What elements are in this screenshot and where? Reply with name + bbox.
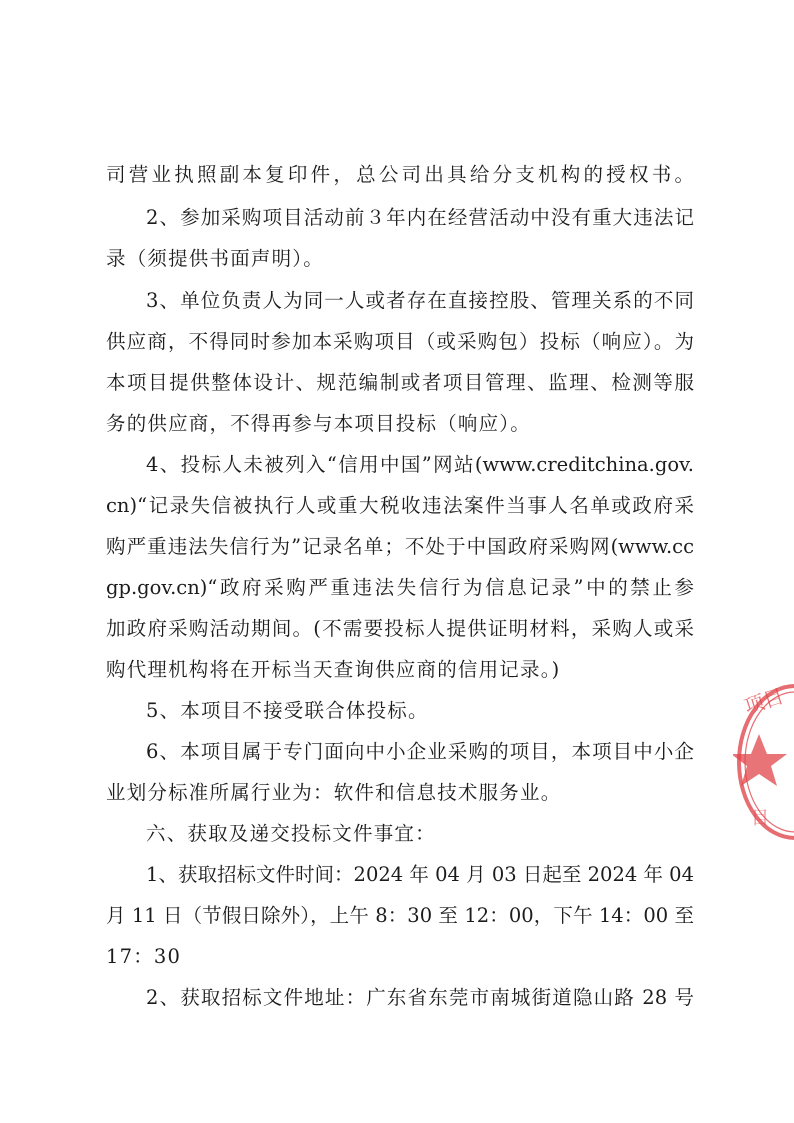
text-line: 2、参加采购项目活动前３年内在经营活动中没有重大违法记 (146, 206, 694, 229)
text-line: 务的供应商，不得再参与本项目投标（响应）。 (106, 412, 531, 435)
text-line: 本项目提供整体设计、规范编制或者项目管理、监理、检测等服 (106, 371, 694, 394)
text-line: 录（须提供书面声明）。 (106, 247, 324, 270)
text-line: 5、本项目不接受联合体投标。 (146, 699, 429, 722)
text-line: cn)“记录失信被执行人或重大税收违法案件当事人名单或政府采 (106, 494, 694, 517)
seal-star-icon (733, 734, 787, 786)
text-line: 加政府采购活动期间。(不需要投标人提供证明材料，采购人或采 (106, 617, 694, 640)
text-line: 业划分标准所属行业为：软件和信息技术服务业。 (106, 781, 562, 804)
official-seal-stamp (733, 682, 794, 842)
text-line: 购严重违法失信行为”记录名单；不处于中国政府采购网(www.cc (106, 535, 694, 558)
text-line: 3、单位负责人为同一人或者存在直接控股、管理关系的不同 (146, 289, 694, 312)
text-line: gp.gov.cn)“政府采购严重违法失信行为信息记录”中的禁止参 (106, 576, 694, 599)
text-line: 2、获取招标文件地址：广东省东莞市南城街道隐山路 28 号 (146, 986, 694, 1009)
text-line: 供应商，不得同时参加本采购项目（或采购包）投标（响应）。为 (106, 330, 694, 353)
text-line: 4、投标人未被列入“信用中国”网站(www.creditchina.gov. (146, 453, 694, 476)
text-line: 月 11 日（节假日除外），上午 8：30 至 12：00，下午 14：00 至 (106, 904, 694, 927)
text-line: 1、获取招标文件时间：2024 年 04 月 03 日起至 2024 年 04 (146, 863, 694, 886)
section-heading: 六、获取及递交投标文件事宜： (146, 822, 436, 845)
text-line: 司营业执照副本复印件，总公司出具给分支机构的授权书。 (106, 163, 694, 186)
text-line: 17：30 (106, 945, 182, 968)
svg-text:目: 目 (751, 808, 769, 829)
text-line: 6、本项目属于专门面向中小企业采购的项目，本项目中小企 (146, 740, 694, 763)
svg-text:项目: 项目 (741, 683, 787, 719)
text-line: 购代理机构将在开标当天查询供应商的信用记录。) (106, 658, 561, 681)
